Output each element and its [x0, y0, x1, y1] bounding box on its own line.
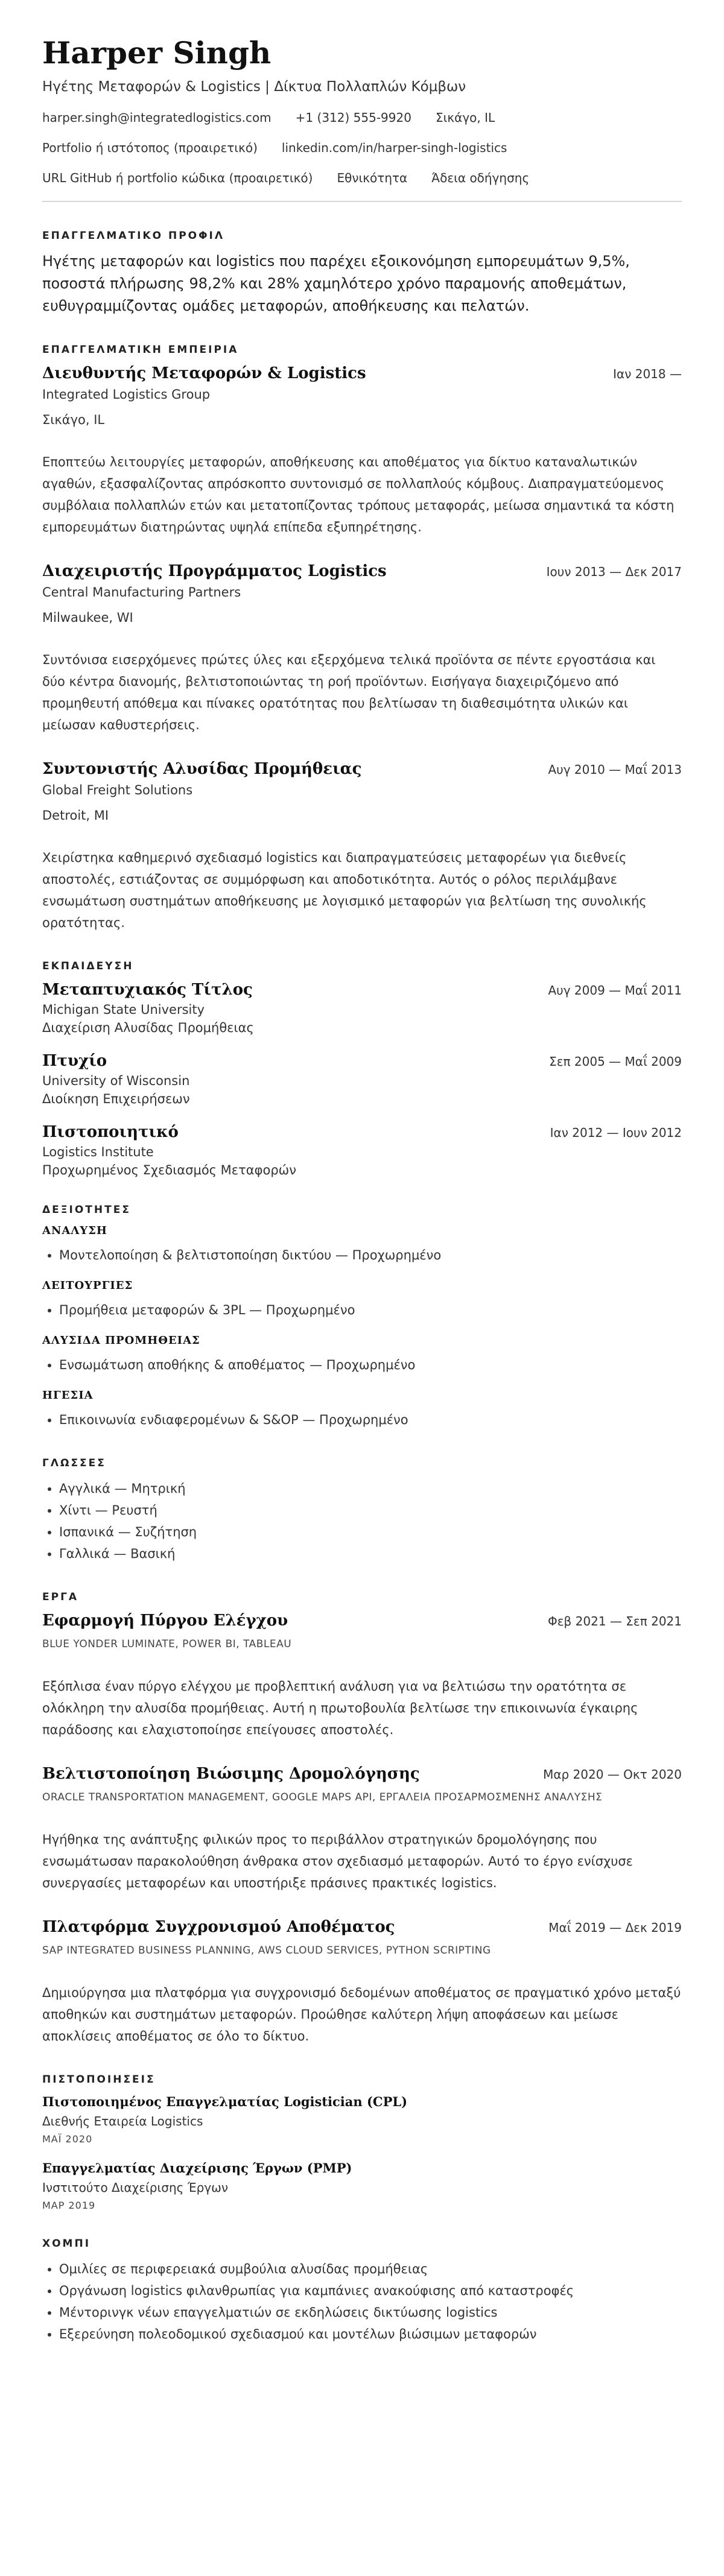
education-entry [42, 1052, 682, 1106]
certifications-section [42, 2074, 682, 2211]
contact-row-2 [42, 141, 682, 155]
projects-section-title: ΕΡΓΑ [42, 1591, 79, 1603]
language-item: • Χίντι — Ρευστή [59, 1499, 682, 1521]
hobby-item: • Οργάνωση logistics φιλανθρωπίας για καμπάνιες ανακούφισης από καταστροφές [59, 2280, 682, 2302]
contact-row-1 [42, 110, 682, 125]
hobbies-section-title: ΧΟΜΠΙ [42, 2238, 91, 2250]
project-name: Εφαρμογή Πύργου Ελέγχου [42, 1612, 288, 1630]
certification-entry [42, 2160, 682, 2211]
skill-group-title: ΑΛΥΣΙΔΑ ΠΡΟΜΗΘΕΙΑΣ [42, 1334, 200, 1347]
job-company: Central Manufacturing Partners [42, 585, 241, 600]
education-dates: Σεπ 2005 — Μαΐ 2009 [549, 1054, 682, 1069]
hobby-item: • Μέντορινγκ νέων επαγγελματιών σε εκδηλώσεις δικτύωσης logistics [59, 2302, 682, 2323]
education-field: Διαχείριση Αλυσίδας Προμήθειας [42, 1021, 254, 1035]
skill-group-title: ΛΕΙΤΟΥΡΓΙΕΣ [42, 1279, 133, 1292]
job-title: Διαχειριστής Προγράμματος Logistics [42, 562, 387, 580]
project-entry [42, 1765, 682, 1894]
education-field: Διοίκηση Επιχειρήσεων [42, 1092, 190, 1106]
contact-github[interactable]: URL GitHub ή portfolio κώδικα (προαιρετικό) [42, 171, 313, 185]
profile-summary: Ηγέτης μεταφορών και logistics που παρέχει εξοικονόμηση εμπορευμάτων 9,5%, ποσοστά πλήρωσης 98,2% και 28% χαμηλότερο χρόνο παραμονής αποθεμάτων, ευθυγραμμίζοντας ομάδες μεταφορών, αποθήκευσης και πελατών. [42, 253, 630, 314]
job-description: Εποπτεύω λειτουργίες μεταφορών, αποθήκευσης και αποθέματος για δίκτυο καταναλωτικών αγαθών, εξασφαλίζοντας απρόσκοπτο συντονισμό σε πολλαπλούς κόμβους. Διαπραγματεύομενος συμβόλαια πολλαπλών ετών και μετατοπίζοντας τρόπους μεταφοράς, μείωσα σημαντικά τα κόστη εμπορευμάτων διατηρώντας υψηλά επίπεδα εξυπηρέτησης. [42, 455, 675, 534]
education-entry [42, 1123, 682, 1177]
project-dates: Φεβ 2021 — Σεπ 2021 [547, 1614, 682, 1628]
projects-section [42, 1591, 682, 2047]
resume-header [42, 36, 682, 185]
contact-location: Σικάγο, IL [435, 110, 495, 125]
job-location: Milwaukee, WI [42, 610, 133, 625]
skill-item: • Επικοινωνία ενδιαφερομένων & S&OP — Προχωρημένο [59, 1409, 682, 1431]
profile-section [42, 230, 682, 317]
certification-name: Επαγγελματίας Διαχείρισης Έργων (PMP) [42, 2160, 352, 2176]
skill-item: • Μοντελοποίηση & βελτιστοποίηση δικτύου — Προχωρημένο [59, 1244, 682, 1266]
project-dates: Μαΐ 2019 — Δεκ 2019 [548, 1920, 682, 1935]
certification-issuer: Ινστιτούτο Διαχείρισης Έργων [42, 2180, 229, 2195]
education-entry [42, 981, 682, 1035]
contact-row-3 [42, 171, 682, 185]
contact-phone[interactable]: +1 (312) 555-9920 [295, 110, 411, 125]
project-technologies: ORACLE TRANSPORTATION MANAGEMENT, GOOGLE MAPS API, ΕΡΓΑΛΕΙΑ ΠΡΟΣΑΡΜΟΣΜΕΝΗΣ ΑΝΑΛΥΣΗΣ [42, 1791, 603, 1803]
job-location: Σικάγο, IL [42, 413, 105, 427]
certification-date: ΜΑΡ 2019 [42, 2200, 96, 2211]
language-item: • Γαλλικά — Βασική [59, 1543, 682, 1565]
contact-driving-license: Άδεια οδήγησης [431, 171, 530, 185]
languages-list [42, 1478, 682, 1565]
contact-email[interactable]: harper.singh@integratedlogistics.com [42, 110, 272, 125]
education-section-title: ΕΚΠΑΙΔΕΥΣΗ [42, 960, 134, 972]
hobby-item: • Εξερεύνηση πολεοδομικού σχεδιασμού και μοντέλων βιώσιμων μεταφορών [59, 2323, 682, 2345]
education-field: Προχωρημένος Σχεδιασμός Μεταφορών [42, 1163, 296, 1177]
certification-issuer: Διεθνής Εταιρεία Logistics [42, 2114, 203, 2128]
job-entry [42, 760, 682, 934]
certifications-section-title: ΠΙΣΤΟΠΟΙΗΣΕΙΣ [42, 2074, 156, 2086]
job-description: Συντόνισα εισερχόμενες πρώτες ύλες και εξερχόμενα τελικά προϊόντα σε πέντε εργοστάσια και δύο κέντρα διανομής, βελτιστοποιώντας τη ροή προϊόντων. Εισήγαγα διαχειριζόμενο από προμηθευτή απόθεμα και πίνακες ορατότητας που βελτίωσαν τη διαθεσιμότητα υλικών και μείωσαν καθυστερήσεις. [42, 653, 656, 732]
job-entry [42, 364, 682, 538]
education-degree: Μεταπτυχιακός Τίτλος [42, 981, 253, 999]
language-item: • Αγγλικά — Μητρική [59, 1478, 682, 1499]
project-technologies: SAP INTEGRATED BUSINESS PLANNING, AWS CLOUD SERVICES, PYTHON SCRIPTING [42, 1945, 491, 1957]
certification-name: Πιστοποιημένος Επαγγελματίας Logistician (CPL) [42, 2094, 408, 2109]
experience-section-title: ΕΠΑΓΓΕΛΜΑΤΙΚΗ ΕΜΠΕΙΡΙΑ [42, 344, 239, 356]
job-dates: Ιουν 2013 — Δεκ 2017 [546, 565, 682, 579]
skill-group [42, 1224, 682, 1266]
job-company: Global Freight Solutions [42, 783, 193, 797]
header-divider [42, 201, 682, 202]
contact-nationality: Εθνικότητα [337, 171, 408, 185]
project-description: Δημιούργησα μια πλατφόρμα για συγχρονισμό δεδομένων αποθέματος σε πραγματικό χρόνο μεταξύ αποθηκών και συστημάτων μεταφορών. Προώθησε καλύτερη λήψη αποφάσεων και μείωσε αποκλίσεις αποθέματος σε όλο το δίκτυο. [42, 1986, 681, 2043]
skills-section [42, 1204, 682, 1431]
hobbies-list [42, 2258, 682, 2345]
project-name: Πλατφόρμα Συγχρονισμού Αποθέματος [42, 1918, 395, 1936]
education-school: Michigan State University [42, 1002, 205, 1017]
project-dates: Μαρ 2020 — Οκτ 2020 [543, 1767, 682, 1782]
job-title: Διευθυντής Μεταφορών & Logistics [42, 364, 366, 382]
certification-date: ΜΑΪ 2020 [42, 2133, 93, 2145]
skill-item: • Προμήθεια μεταφορών & 3PL — Προχωρημένο [59, 1299, 682, 1321]
skill-group [42, 1389, 682, 1431]
education-dates: Ιαν 2012 — Ιουν 2012 [550, 1125, 682, 1140]
project-description: Εξόπλισα έναν πύργο ελέγχου με προβλεπτική ανάλυση για να βελτιώσω την ορατότητα σε ολόκληρη την αλυσίδα προμήθειας. Αυτή η πρωτοβουλία βελτίωσε την επικοινωνία έγκαιρης παράδοσης και ελαχιστοποίησε επείγουσες αποστολές. [42, 1679, 638, 1737]
certification-entry [42, 2094, 682, 2145]
language-item: • Ισπανικά — Συζήτηση [59, 1521, 682, 1543]
education-school: Logistics Institute [42, 1145, 154, 1159]
education-degree: Πιστοποιητικό [42, 1123, 179, 1141]
skill-group [42, 1279, 682, 1321]
job-dates: Αυγ 2010 — Μαΐ 2013 [548, 762, 682, 777]
project-entry [42, 1918, 682, 2047]
skill-item: • Ενσωμάτωση αποθήκης & αποθέματος — Προχωρημένο [59, 1354, 682, 1376]
job-location: Detroit, MI [42, 808, 109, 823]
job-description: Χειρίστηκα καθημερινό σχεδιασμό logistics και διαπραγματεύσεις μεταφορέων για διεθνείς αποστολές, εστιάζοντας σε συμμόρφωση και αποδοτικότητα. Αυτός ο ρόλος περιλάμβανε ενσωμάτωση συστημάτων αποθήκευσης με λογισμικό μεταφορών για βελτίωση της συνολικής ορατότητας. [42, 850, 647, 930]
profile-section-title: ΕΠΑΓΓΕΛΜΑΤΙΚΟ ΠΡΟΦΙΛ [42, 230, 225, 242]
contact-portfolio[interactable]: Portfolio ή ιστότοπος (προαιρετικό) [42, 141, 258, 155]
job-entry [42, 562, 682, 736]
project-description: Ηγήθηκα της ανάπτυξης φιλικών προς το περιβάλλον στρατηγικών δρομολόγησης που ενσωμάτωσαν παρακολούθηση άνθρακα στον σχεδιασμό μεταφορών. Αυτό το έργο ενίσχυσε συνεργασίες μεταφορέων και υποστήριξε πράσινες πρακτικές logistics. [42, 1832, 634, 1890]
languages-section-title: ΓΛΩΣΣΕΣ [42, 1457, 106, 1469]
project-name: Βελτιστοποίηση Βιώσιμης Δρομολόγησης [42, 1765, 420, 1783]
skill-group [42, 1334, 682, 1376]
languages-section [42, 1457, 682, 1565]
contact-linkedin[interactable]: linkedin.com/in/harper-singh-logistics [281, 141, 507, 155]
skill-group-title: ΑΝΑΛΥΣΗ [42, 1224, 107, 1237]
job-title: Συντονιστής Αλυσίδας Προμήθειας [42, 760, 362, 778]
job-dates: Ιαν 2018 — [613, 367, 682, 381]
education-school: University of Wisconsin [42, 1074, 190, 1088]
project-technologies: BLUE YONDER LUMINATE, POWER BI, TABLEAU [42, 1638, 292, 1650]
education-degree: Πτυχίο [42, 1052, 107, 1070]
hobby-item: • Ομιλίες σε περιφερειακά συμβούλια αλυσίδας προμήθειας [59, 2258, 682, 2280]
experience-section [42, 344, 682, 934]
skills-section-title: ΔΕΞΙΟΤΗΤΕΣ [42, 1204, 131, 1216]
education-dates: Αυγ 2009 — Μαΐ 2011 [548, 983, 682, 998]
job-company: Integrated Logistics Group [42, 387, 211, 402]
candidate-headline: Ηγέτης Μεταφορών & Logistics | Δίκτυα Πολλαπλών Κόμβων [42, 79, 466, 95]
hobbies-section [42, 2238, 682, 2345]
skill-group-title: ΗΓΕΣΙΑ [42, 1389, 94, 1402]
education-section [42, 960, 682, 1177]
project-entry [42, 1612, 682, 1741]
candidate-name: Harper Singh [42, 35, 272, 71]
